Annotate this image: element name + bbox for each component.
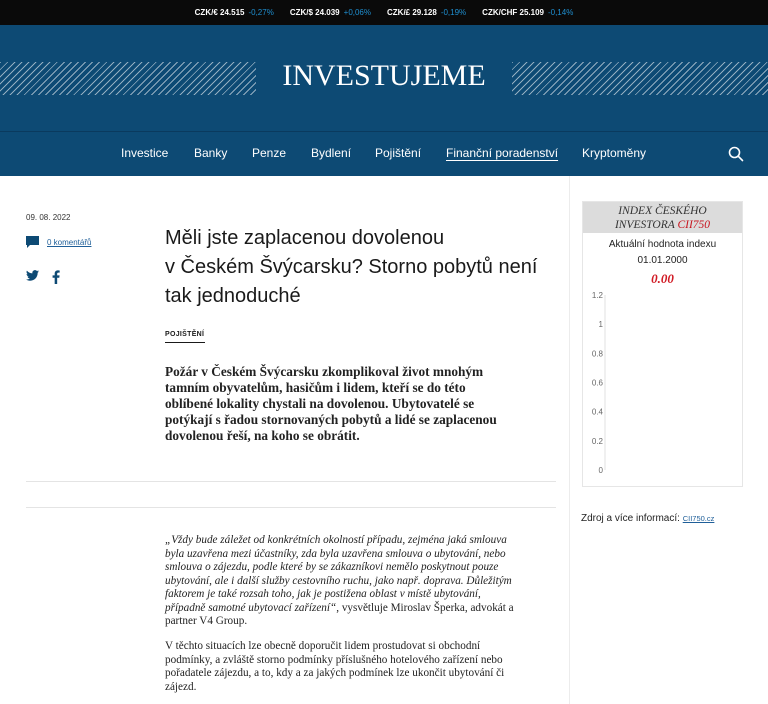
paragraph-line: V těchto situacích lze obecně doporučit lidem prostudovat si obchodní [165, 640, 481, 652]
quote-line: byla uzavřena mezi účastníky, zda byla uzavřena smlouva o ubytování, nebo [165, 547, 506, 560]
comment-icon [26, 236, 39, 248]
source-info [581, 513, 714, 524]
ticker-change: +0,06% [343, 8, 371, 17]
nav-item-bydleni[interactable]: Bydlení [311, 146, 352, 160]
lead-line: tamním obyvatelům, hasičům i lidem, kteří se do této [165, 380, 466, 395]
article-date: 09. 08. 2022 [26, 213, 71, 222]
category-underline [165, 342, 205, 343]
category-tag[interactable]: POJIŠTĚNÍ [165, 331, 205, 338]
lead-line: dovolenou řeší, na koho se obrátit. [165, 428, 360, 443]
attribution-line: partner V4 Group. [165, 615, 248, 627]
attribution: , vysvětluje Miroslav Šperka, advokát a [336, 601, 514, 614]
ticker-change: -0,19% [440, 8, 467, 17]
ticker-item-usd [290, 8, 371, 17]
article-title-line: tak jednoduché [165, 285, 301, 307]
index-code: CII750 [677, 219, 711, 231]
divider [26, 481, 556, 482]
article-title [165, 224, 555, 311]
paragraph-line: zájezd. [165, 680, 197, 693]
ticker-change: -0,27% [248, 8, 274, 17]
quote-end: případně samotné ubytovací zařízení“ [165, 601, 337, 614]
ticker-label: CZK/$ 24.039 [289, 8, 340, 17]
ticker-change: -0,14% [547, 8, 574, 17]
quote-line: smlouva o zájezdu, podle které by se zákazníkovi nemělo poskytnout pouze [165, 561, 499, 573]
index-title-line: INDEX ČESKÉHO [618, 205, 707, 217]
decorative-stripes-left [0, 62, 256, 95]
ticker-item-gbp [387, 8, 466, 17]
nav-item-pojisteni[interactable]: Pojištění [375, 146, 422, 160]
nav-item-banky[interactable]: Banky [194, 146, 228, 160]
paragraph-line: pořadatele zájezdu, a to, kdy a za jakých podmínek lze ukončit ubytování či [165, 667, 505, 679]
index-title-line [583, 218, 742, 232]
facebook-icon[interactable] [52, 270, 60, 284]
index-chart [582, 288, 742, 478]
ticker-label: CZK/€ 24.515 [194, 8, 245, 17]
index-date: 01.01.2000 [637, 255, 688, 266]
ticker-item-eur [195, 8, 274, 17]
sidebar-divider [569, 176, 570, 704]
divider [26, 507, 556, 508]
quote-attribution-line [165, 602, 555, 616]
article-paragraph [165, 534, 555, 629]
index-value: 0.00 [651, 271, 674, 286]
ticker-label: CZK/£ 29.128 [387, 8, 437, 17]
index-widget-title [583, 202, 742, 233]
nav-item-financni-poradenstvi[interactable]: Finanční poradenství [446, 146, 559, 160]
lead-line: Požár v Českém Švýcarsku zkomplikoval život mnohým [165, 364, 484, 379]
index-subtitle: Aktuální hodnota indexu [608, 239, 717, 250]
article-title-line: Měli jste zaplacenou dovolenou [165, 227, 445, 249]
site-header [0, 25, 768, 176]
source-label: Zdroj a více informací: [581, 513, 680, 524]
search-icon[interactable] [728, 146, 744, 162]
source-link[interactable]: CII750.cz [682, 514, 715, 523]
paragraph-line: podmínky, a zvláště storno podmínky příslušného hotelového zařízení nebo [165, 653, 503, 666]
nav-item-kryptomeny[interactable]: Kryptoměny [582, 146, 647, 160]
decorative-stripes-right [512, 62, 768, 95]
quote-line: „Vždy bude záležet od konkrétních okolností případu, zejména jaká smlouva [165, 534, 507, 546]
comments-link[interactable] [26, 236, 91, 248]
chart-y-tick-label: 1.2 [591, 291, 603, 300]
article-lead [165, 364, 550, 444]
nav-item-investice[interactable]: Investice [121, 146, 169, 160]
chart-y-tick-label: 0.2 [591, 436, 603, 446]
article-title-line: v Českém Švýcarsku? Storno pobytů není [165, 256, 538, 278]
ticker-item-chf [482, 8, 573, 17]
site-logo[interactable]: INVESTUJEME [282, 59, 486, 92]
lead-line: potýkají s řadou stornovaných pobytů a lidé se zaplacenou [165, 412, 497, 427]
quote-line: faktorem je také rozsah toho, jak je postižena oblast v místě ubytování, [165, 588, 481, 600]
quote-line: ubytování, ale i další služby cestovního ruchu, jako např. doprava. Důležitým [165, 574, 512, 587]
main-nav [0, 132, 768, 176]
index-title-text: INVESTORA [614, 219, 678, 231]
ticker-label: CZK/CHF 25.109 [482, 8, 544, 17]
chart-y-tick-label: 0 [598, 466, 603, 475]
currency-ticker [0, 0, 768, 25]
article-paragraph [165, 640, 555, 694]
lead-line: oblíbené lokality chystali na dovolenou. Ubytovatelé se [165, 396, 475, 411]
twitter-icon[interactable] [26, 270, 39, 281]
comments-count[interactable]: 0 komentářů [47, 237, 92, 247]
chart-y-tick-label: 0.8 [591, 349, 603, 359]
chart-y-tick-label: 0.6 [591, 378, 603, 388]
chart-y-tick-label: 1 [598, 320, 603, 330]
chart-y-tick-label: 0.4 [591, 407, 603, 417]
nav-item-penze[interactable]: Penze [252, 146, 287, 160]
